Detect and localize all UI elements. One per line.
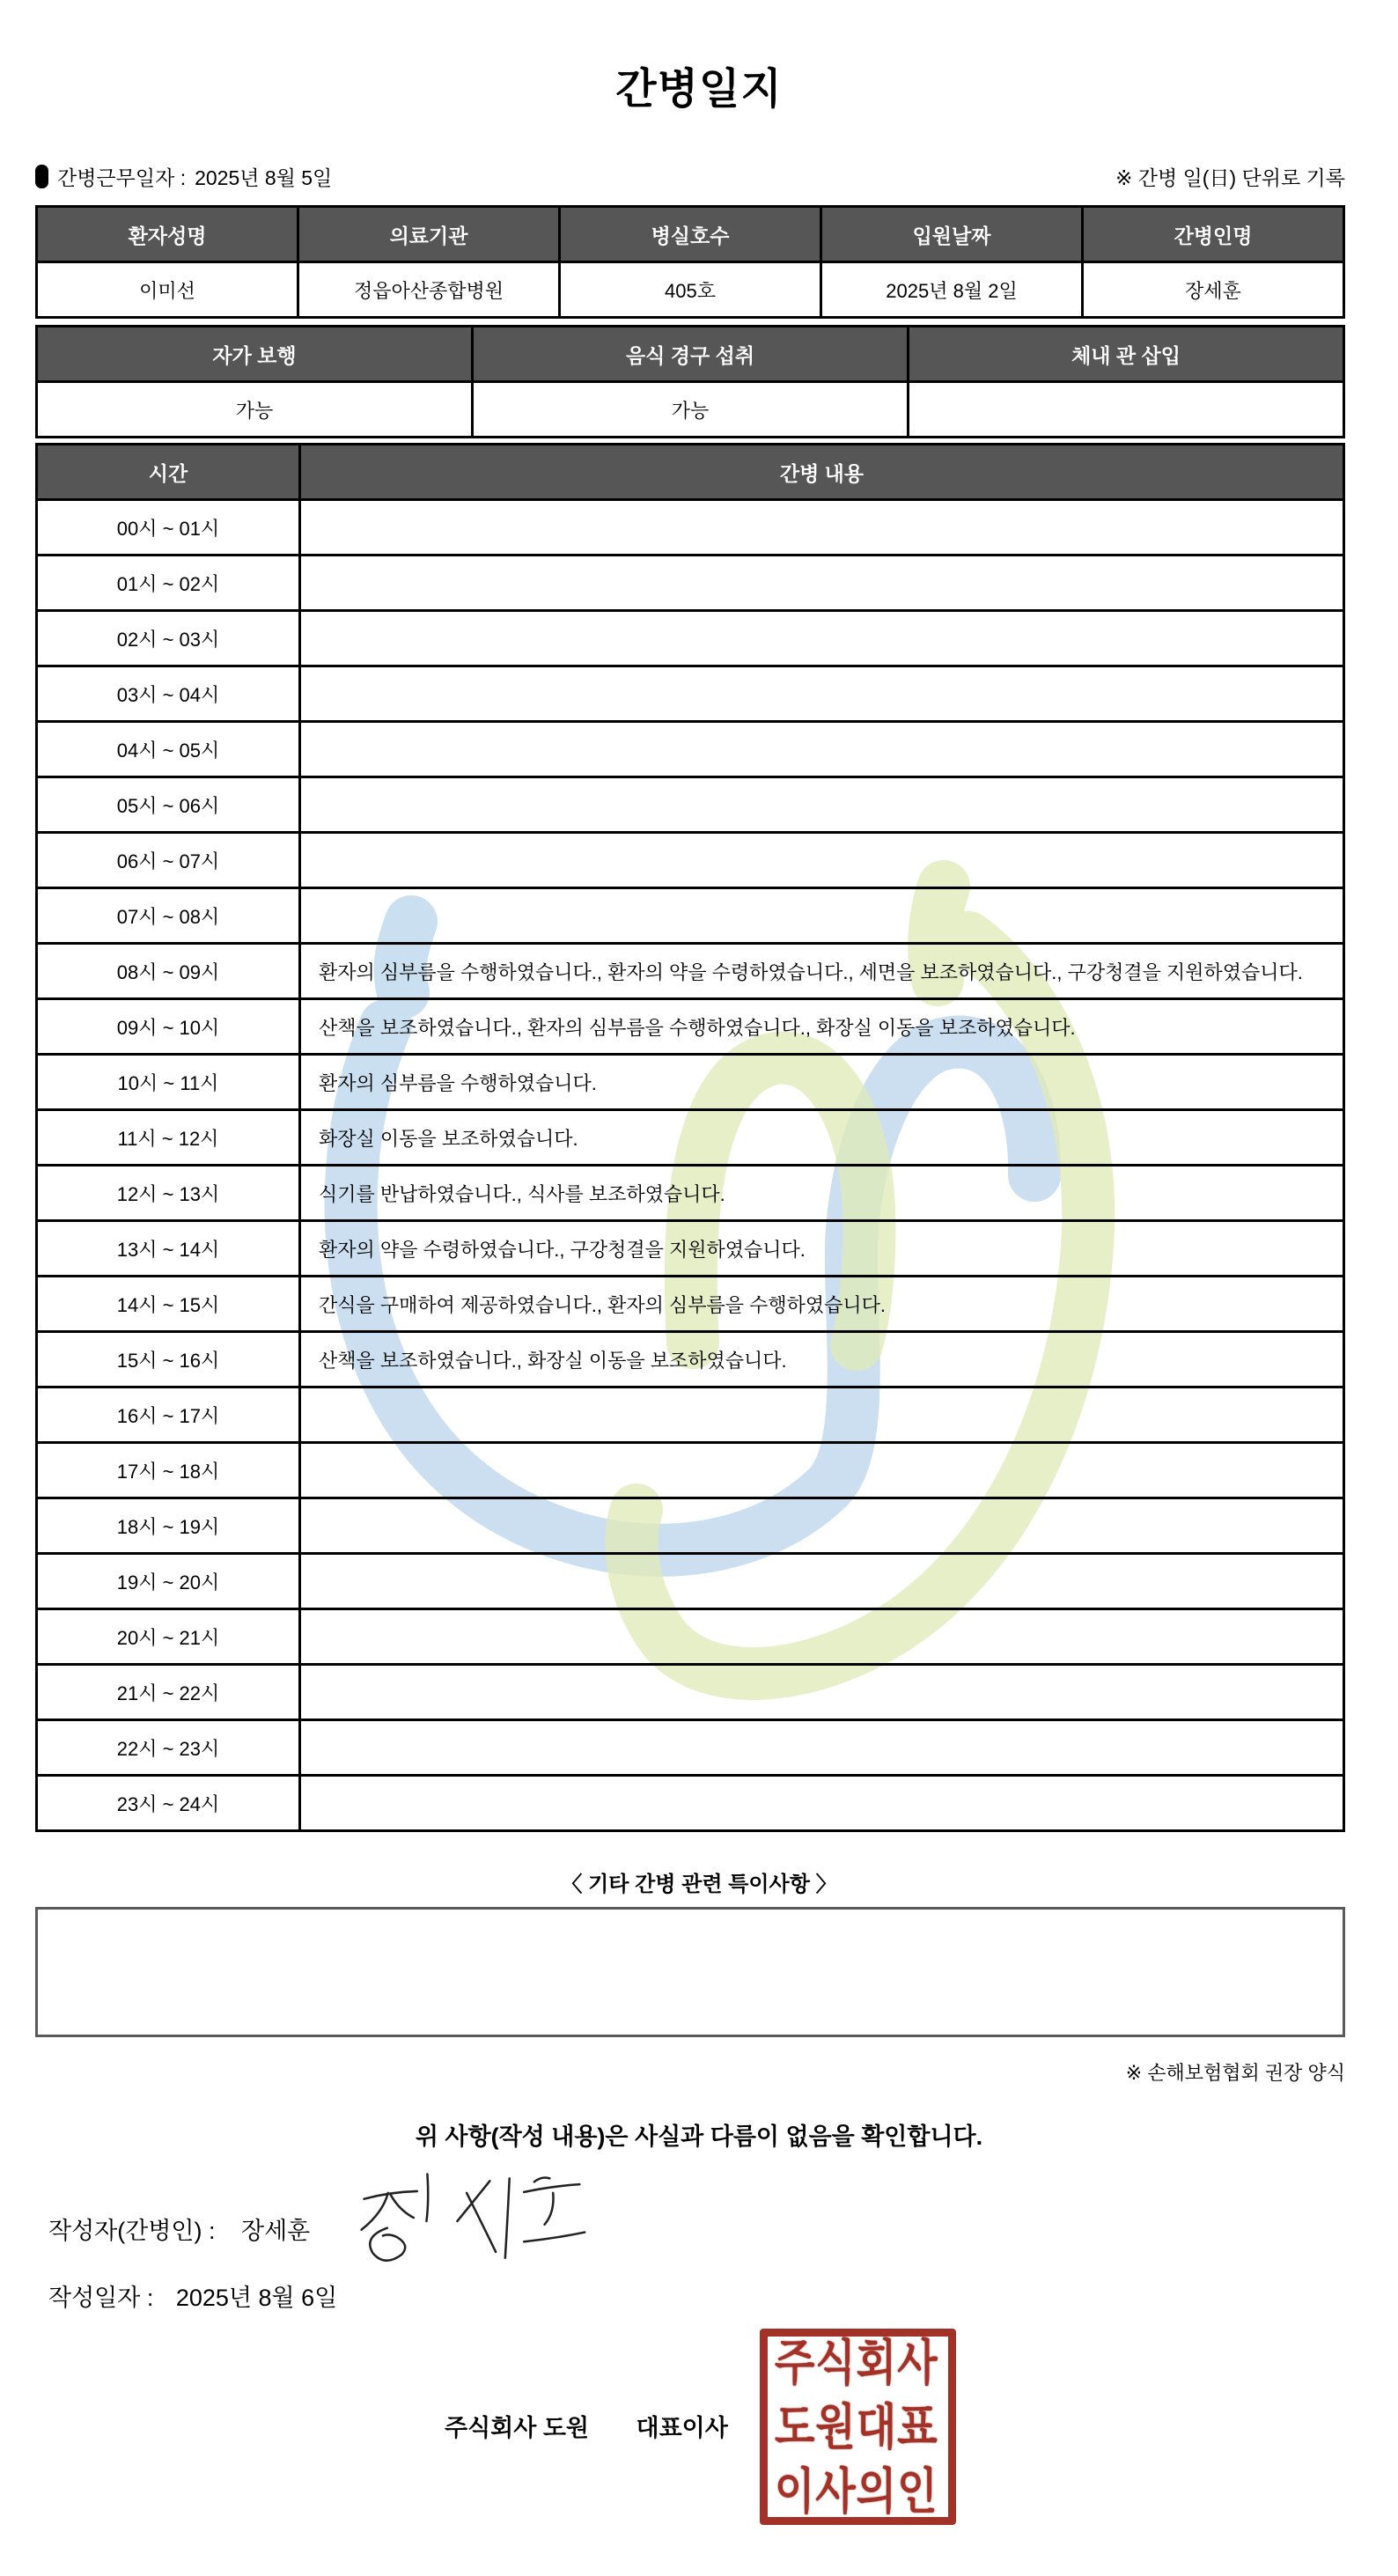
patient-info-header-row [37, 207, 1344, 262]
care-content-cell [300, 1609, 1344, 1665]
care-log-row [37, 888, 1344, 944]
caregiver-name-value: 장세훈 [1083, 262, 1344, 318]
time-slot: 06시 ~ 07시 [37, 833, 300, 888]
care-content-cell [300, 556, 1344, 611]
header-medical-institution: 의료기관 [298, 207, 560, 262]
care-log-row [37, 1776, 1344, 1831]
meta-row [35, 162, 1345, 191]
medical-institution-value: 정읍아산종합병원 [298, 262, 560, 318]
stamp-line: 이사의인 [775, 2463, 938, 2519]
confirmation-statement: 위 사항(작성 내용)은 사실과 다름이 없음을 확인합니다. [415, 2123, 983, 2150]
writer-label: 작성자(간병인) : [48, 2218, 216, 2244]
stamp-line: 주식회사 [775, 2335, 938, 2390]
care-content-cell: 산책을 보조하였습니다., 환자의 심부름을 수행하였습니다., 화장실 이동을 보조하였습니다. [300, 999, 1344, 1055]
care-log-row [37, 611, 1344, 666]
care-content-cell [300, 1498, 1344, 1554]
header-room-number: 병실호수 [560, 207, 821, 262]
time-slot: 01시 ~ 02시 [37, 556, 300, 611]
care-log-table [35, 443, 1345, 1832]
header-care-content: 간병 내용 [300, 445, 1344, 500]
header-admission-date: 입원날짜 [821, 207, 1083, 262]
handwritten-signature [350, 2168, 590, 2271]
patient-info-table [35, 205, 1345, 319]
care-content-cell: 환자의 심부름을 수행하였습니다. [300, 1055, 1344, 1110]
time-slot: 17시 ~ 18시 [37, 1443, 300, 1498]
admission-date-value: 2025년 8월 2일 [821, 262, 1083, 318]
time-slot: 08시 ~ 09시 [37, 944, 300, 999]
time-slot: 10시 ~ 11시 [37, 1055, 300, 1110]
special-notes-box [35, 1907, 1345, 2037]
care-log-row [37, 1554, 1344, 1609]
header-time: 시간 [37, 445, 300, 500]
care-log-row [37, 833, 1344, 888]
care-log-row [37, 1609, 1344, 1665]
care-content-cell: 환자의 심부름을 수행하였습니다., 환자의 약을 수령하였습니다., 세면을 보조하였습니다., 구강청결을 지원하였습니다. [300, 944, 1344, 999]
time-slot: 03시 ~ 04시 [37, 666, 300, 722]
care-log-row [37, 1443, 1344, 1498]
oral-intake-value: 가능 [473, 382, 909, 438]
care-content-cell [300, 1387, 1344, 1443]
header-patient-name: 환자성명 [37, 207, 298, 262]
time-slot: 11시 ~ 12시 [37, 1110, 300, 1166]
page-title: 간병일지 [615, 66, 783, 113]
care-log-row [37, 1498, 1344, 1554]
care-log-row [37, 777, 1344, 833]
time-slot: 21시 ~ 22시 [37, 1665, 300, 1720]
square-bullet-icon [35, 165, 48, 188]
time-slot: 09시 ~ 10시 [37, 999, 300, 1055]
header-caregiver-name: 간병인명 [1083, 207, 1344, 262]
care-log-row [37, 1221, 1344, 1277]
time-slot: 14시 ~ 15시 [37, 1277, 300, 1332]
care-log-row [37, 1166, 1344, 1221]
time-slot: 13시 ~ 14시 [37, 1221, 300, 1277]
care-content-cell [300, 722, 1344, 777]
care-log-row [37, 1387, 1344, 1443]
care-log-row [37, 666, 1344, 722]
work-date-label: 간병근무일자 : [57, 166, 187, 189]
patient-status-table [35, 325, 1345, 438]
care-content-cell: 화장실 이동을 보조하였습니다. [300, 1110, 1344, 1166]
care-log-row [37, 1055, 1344, 1110]
special-notes-heading: 〈 기타 간병 관련 특이사항 〉 [561, 1873, 837, 1896]
care-content-cell [300, 611, 1344, 666]
company-name: 주식회사 도원 [445, 2415, 589, 2441]
care-log-row [37, 722, 1344, 777]
care-log-row [37, 500, 1344, 556]
care-log-row [37, 999, 1344, 1055]
care-content-cell [300, 888, 1344, 944]
time-slot: 00시 ~ 01시 [37, 500, 300, 556]
written-date-label: 작성일자 : [48, 2285, 154, 2311]
header-tube-insertion: 체내 관 삽입 [909, 327, 1344, 382]
ceo-label: 대표이사 [636, 2415, 728, 2441]
care-log-row [37, 556, 1344, 611]
work-date-value: 2025년 8월 5일 [195, 166, 333, 189]
patient-name-value: 이미선 [37, 262, 298, 318]
time-slot: 07시 ~ 08시 [37, 888, 300, 944]
care-content-cell [300, 833, 1344, 888]
patient-info-value-row [37, 262, 1344, 318]
care-log-row [37, 1332, 1344, 1387]
writer-name: 장세훈 [241, 2218, 311, 2244]
care-log-row [37, 1277, 1344, 1332]
corporate-seal-stamp [760, 2329, 956, 2525]
unit-note: ※ 간병 일(日) 단위로 기록 [1115, 166, 1345, 189]
time-slot: 19시 ~ 20시 [37, 1554, 300, 1609]
care-content-cell: 산책을 보조하였습니다., 화장실 이동을 보조하였습니다. [300, 1332, 1344, 1387]
stamp-line: 도원대표 [775, 2399, 938, 2455]
care-content-cell: 식기를 반납하였습니다., 식사를 보조하였습니다. [300, 1166, 1344, 1221]
room-number-value: 405호 [560, 262, 821, 318]
tube-insertion-value [909, 382, 1344, 438]
writer-line [48, 2212, 310, 2246]
time-slot: 04시 ~ 05시 [37, 722, 300, 777]
time-slot: 12시 ~ 13시 [37, 1166, 300, 1221]
status-value-row [37, 382, 1344, 438]
care-log-row [37, 1110, 1344, 1166]
time-slot: 18시 ~ 19시 [37, 1498, 300, 1554]
time-slot: 23시 ~ 24시 [37, 1776, 300, 1831]
time-slot: 05시 ~ 06시 [37, 777, 300, 833]
header-self-walking: 자가 보행 [37, 327, 473, 382]
status-header-row [37, 327, 1344, 382]
written-date-line [48, 2278, 337, 2313]
care-content-cell [300, 1776, 1344, 1831]
written-date-value: 2025년 8월 6일 [175, 2285, 338, 2311]
care-content-cell [300, 1554, 1344, 1609]
self-walking-value: 가능 [37, 382, 473, 438]
care-log-header-row [37, 445, 1344, 500]
care-log-row [37, 1720, 1344, 1776]
time-slot: 15시 ~ 16시 [37, 1332, 300, 1387]
care-content-cell: 환자의 약을 수령하였습니다., 구강청결을 지원하였습니다. [300, 1221, 1344, 1277]
time-slot: 20시 ~ 21시 [37, 1609, 300, 1665]
recommended-form-note: ※ 손해보험협회 권장 양식 [1125, 2062, 1345, 2084]
time-slot: 16시 ~ 17시 [37, 1387, 300, 1443]
company-line [445, 2409, 728, 2443]
care-content-cell [300, 777, 1344, 833]
care-log-row [37, 944, 1344, 999]
care-content-cell [300, 500, 1344, 556]
care-content-cell: 간식을 구매하여 제공하였습니다., 환자의 심부름을 수행하였습니다. [300, 1277, 1344, 1332]
time-slot: 02시 ~ 03시 [37, 611, 300, 666]
time-slot: 22시 ~ 23시 [37, 1720, 300, 1776]
care-content-cell [300, 666, 1344, 722]
care-content-cell [300, 1720, 1344, 1776]
care-log-row [37, 1665, 1344, 1720]
care-content-cell [300, 1665, 1344, 1720]
header-oral-intake: 음식 경구 섭취 [473, 327, 909, 382]
care-content-cell [300, 1443, 1344, 1498]
